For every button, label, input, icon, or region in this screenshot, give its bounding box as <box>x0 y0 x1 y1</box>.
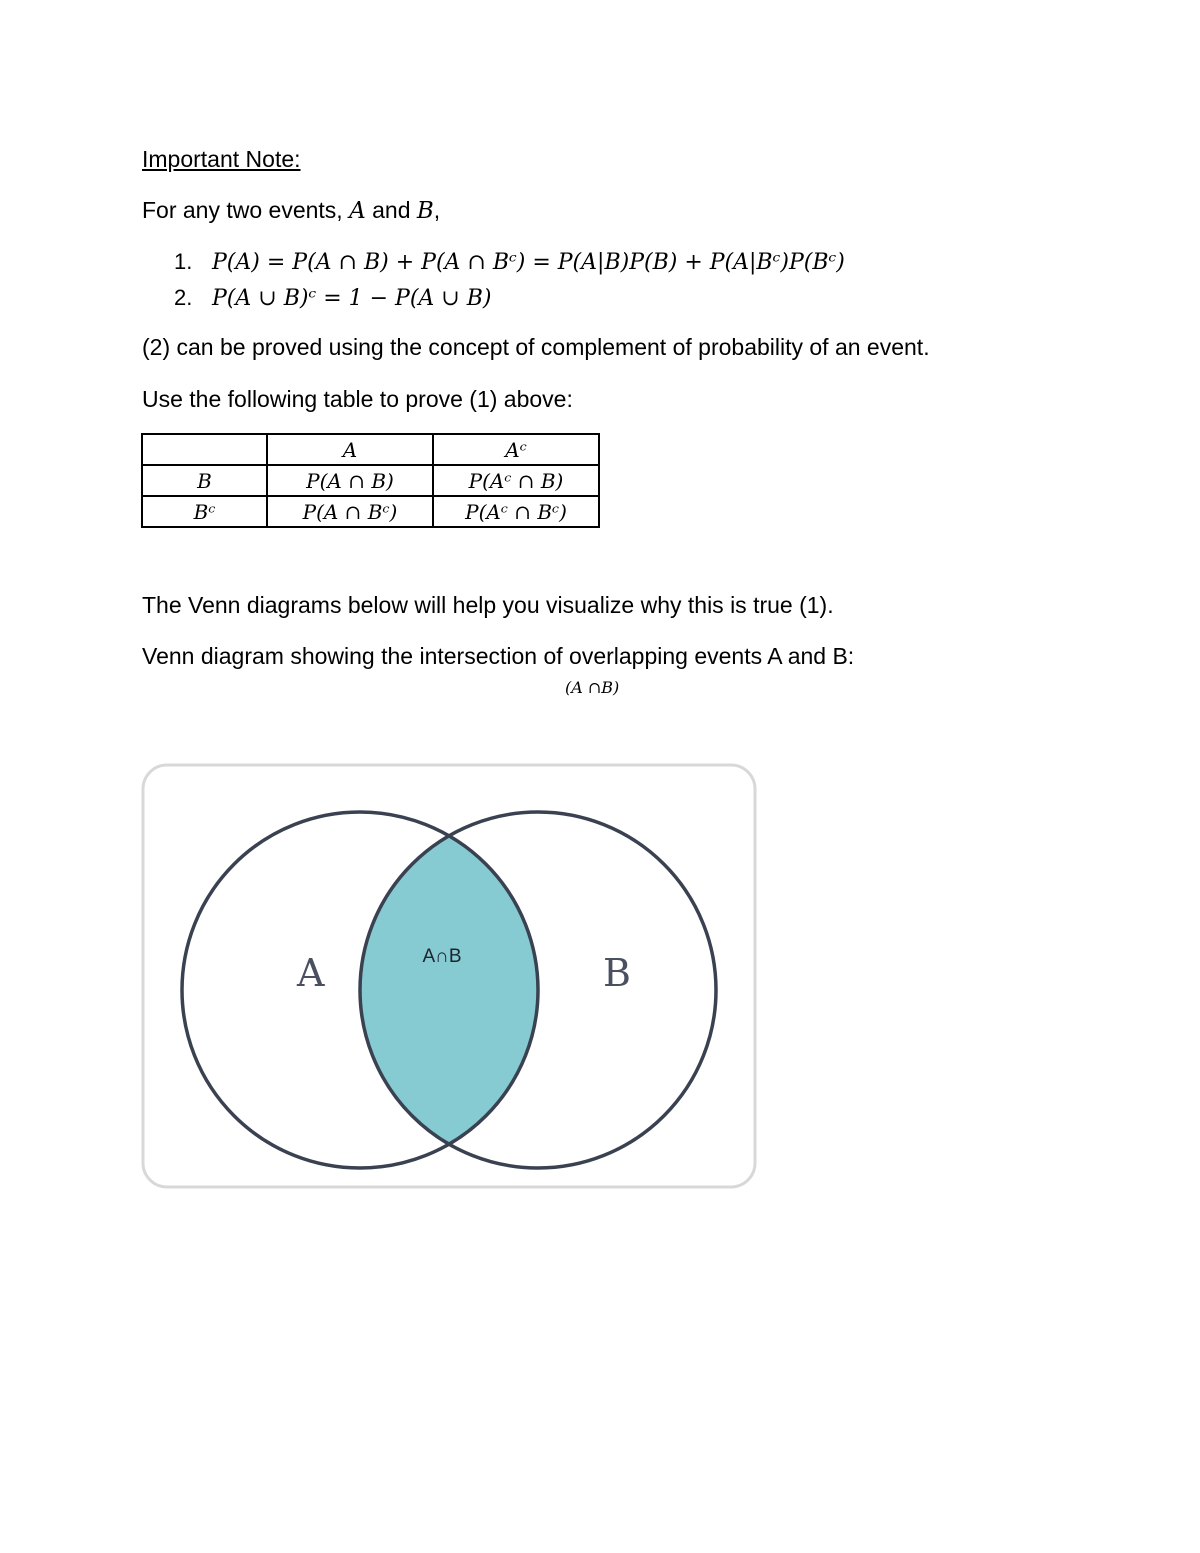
formula-1-number: 1. <box>174 249 193 274</box>
table-header-a: A <box>267 434 433 465</box>
formula-2-number: 2. <box>174 285 193 310</box>
table-cell: P(Aᶜ ∩ B) <box>433 465 599 496</box>
venn-caption: (A ∩B) <box>565 678 620 697</box>
formula-2 <box>174 285 491 311</box>
table-corner-cell <box>142 434 267 465</box>
event-a: A <box>349 198 366 224</box>
formula-2-expression: P(A ∪ B)ᶜ = 1 − P(A ∪ B) <box>212 286 492 311</box>
venn-label-intersection: A∩B <box>422 946 462 967</box>
event-b: B <box>416 198 434 224</box>
table-header-a-complement: Aᶜ <box>433 434 599 465</box>
note-2-paragraph: (2) can be proved using the concept of complement of probability of an event. <box>142 334 930 360</box>
intro-after: , <box>433 197 441 223</box>
intro-middle: and <box>365 197 417 223</box>
venn-intro-paragraph: Venn diagram showing the intersection of overlapping events A and B: <box>142 643 855 669</box>
table-row-label: B <box>142 465 267 496</box>
intro-sentence <box>142 197 440 224</box>
intro-before: For any two events, <box>142 197 350 223</box>
venn-label-a: A <box>297 951 325 995</box>
venn-label-b: B <box>603 951 631 995</box>
probability-table <box>141 433 600 528</box>
table-cell: P(A ∩ Bᶜ) <box>267 496 433 527</box>
venn-diagram <box>130 750 770 1200</box>
table-row-label: Bᶜ <box>142 496 267 527</box>
venn-help-paragraph: The Venn diagrams below will help you visualize why this is true (1). <box>142 592 834 618</box>
table-row-b <box>142 465 599 496</box>
formula-1-expression: P(A) = P(A ∩ B) + P(A ∩ Bᶜ) = P(A|B)P(B) + P(A|Bᶜ)P(Bᶜ) <box>212 250 845 275</box>
table-row-b-complement <box>142 496 599 527</box>
formula-1 <box>174 249 845 275</box>
table-header-row <box>142 434 599 465</box>
important-note-heading: Important Note: <box>142 146 301 172</box>
table-instruction: Use the following table to prove (1) above: <box>142 386 573 412</box>
table-cell: P(Aᶜ ∩ Bᶜ) <box>433 496 599 527</box>
table-cell: P(A ∩ B) <box>267 465 433 496</box>
